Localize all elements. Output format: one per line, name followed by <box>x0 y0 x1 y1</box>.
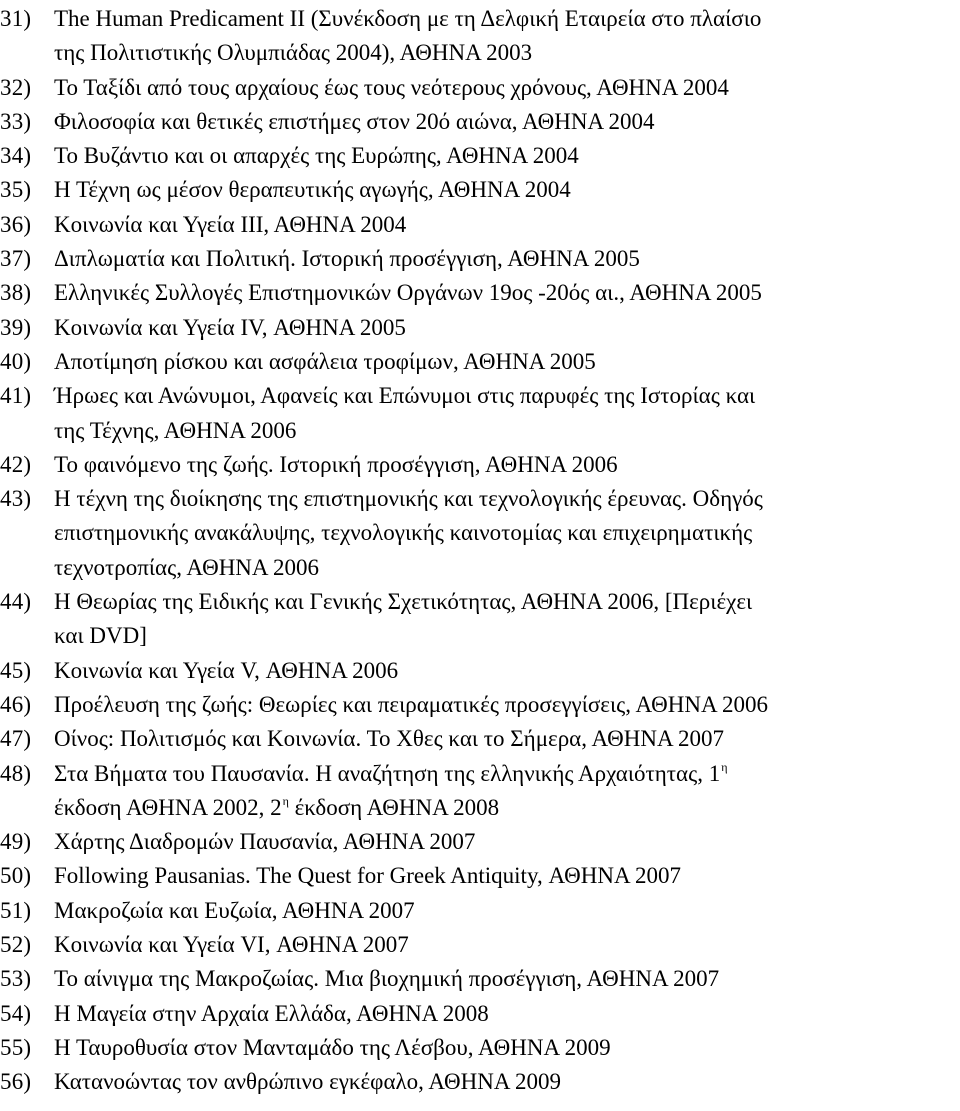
item-text: Αποτίμηση ρίσκου και ασφάλεια τροφίμων, ΑΘΗΝΑ 2005 <box>54 348 596 374</box>
list-item <box>0 585 958 654</box>
list-item <box>0 997 958 1031</box>
item-text: Διπλωματία και Πολιτική. Ιστορική προσέγγιση, ΑΘΗΝΑ 2005 <box>54 246 640 272</box>
list-item <box>0 928 958 962</box>
list-item <box>0 379 958 448</box>
item-number: 32) <box>0 74 32 100</box>
list-item <box>0 1031 958 1065</box>
item-text: Κοινωνία και Υγεία IV, ΑΘΗΝΑ 2005 <box>54 314 406 340</box>
item-text: Η Τέχνη ως μέσον θεραπευτικής αγωγής, ΑΘΗΝΑ 2004 <box>54 177 571 203</box>
item-text: Ήρωες και Ανώνυμοι, Αφανείς και Επώνυμοι στις παρυφές της Ιστορίας και της Τέχνης, ΑΘΗΝΑ 2006 <box>54 383 756 443</box>
list-item <box>0 654 958 688</box>
list-item <box>0 276 958 310</box>
item-text: Η Ταυροθυσία στον Μανταμάδο της Λέσβου, ΑΘΗΝΑ 2009 <box>54 1034 611 1060</box>
item-number: 45) <box>0 657 32 683</box>
item-number: 50) <box>0 863 32 889</box>
list-item <box>0 962 958 996</box>
list-item <box>0 139 958 173</box>
list-item <box>0 722 958 756</box>
item-text: Κατανοώντας τον ανθρώπινο εγκέφαλο, ΑΘΗΝΑ 2009 <box>54 1069 561 1095</box>
list-item <box>0 71 958 105</box>
item-text: Ελληνικές Συλλογές Επιστημονικών Οργάνων 19ος -20ός αι., ΑΘΗΝΑ 2005 <box>54 280 762 306</box>
item-text: Κοινωνία και Υγεία VI, ΑΘΗΝΑ 2007 <box>54 932 409 958</box>
list-item <box>0 1065 958 1099</box>
item-number: 36) <box>0 211 32 237</box>
item-text: Το Βυζάντιο και οι απαρχές της Ευρώπης, ΑΘΗΝΑ 2004 <box>54 143 579 169</box>
item-number: 33) <box>0 108 32 134</box>
item-text: Το φαινόμενο της ζωής. Ιστορική προσέγγιση, ΑΘΗΝΑ 2006 <box>54 451 618 477</box>
list-item <box>0 105 958 139</box>
item-text: Η τέχνη της διοίκησης της επιστημονικής και τεχνολογικής έρευνας. Οδηγός επιστημονικής ανακάλυψης, τεχνολογικής καινοτομίας και επιχειρηματικής τεχνοτροπίας, ΑΘΗΝΑ 2006 <box>54 486 763 580</box>
item-number: 54) <box>0 1000 32 1026</box>
item-text: Το αίνιγμα της Μακροζωίας. Μια βιοχημική προσέγγιση, ΑΘΗΝΑ 2007 <box>54 966 720 992</box>
item-text: Οίνος: Πολιτισμός και Κοινωνία. Το Χθες και το Σήμερα, ΑΘΗΝΑ 2007 <box>54 726 725 752</box>
item-text: Κοινωνία και Υγεία V, ΑΘΗΝΑ 2006 <box>54 657 399 683</box>
item-number: 34) <box>0 143 32 169</box>
item-text: Φιλοσοφία και θετικές επιστήμες στον 20ό αιώνα, ΑΘΗΝΑ 2004 <box>54 108 655 134</box>
item-text: Προέλευση της ζωής: Θεωρίες και πειραματικές προσεγγίσεις, ΑΘΗΝΑ 2006 <box>54 691 769 717</box>
item-number: 41) <box>0 383 32 409</box>
list-item <box>0 345 958 379</box>
item-number: 52) <box>0 932 32 958</box>
item-text: Στα Βήματα του Παυσανία. Η αναζήτηση της ελληνικής Αρχαιότητας, $1^\eta$ έκδοση ΑΘΗΝΑ 2002, $2^\eta$ έκδοση ΑΘΗΝΑ 2008 <box>54 759 728 820</box>
item-text: Following Pausanias. The Quest for Greek Antiquity, ΑΘΗΝΑ 2007 <box>54 863 682 889</box>
item-number: 38) <box>0 280 32 306</box>
list-item <box>0 894 958 928</box>
list-item <box>0 757 958 826</box>
list-item <box>0 2 958 71</box>
item-number: 42) <box>0 451 32 477</box>
item-number: 35) <box>0 177 32 203</box>
item-text: The Human Predicament II (Συνέκδοση με τη Δελφική Εταιρεία στο πλαίσιο της Πολιτιστικής Ολυμπιάδας 2004), ΑΘΗΝΑ 2003 <box>54 6 762 66</box>
list-item <box>0 311 958 345</box>
item-text: Η Μαγεία στην Αρχαία Ελλάδα, ΑΘΗΝΑ 2008 <box>54 1000 489 1026</box>
item-number: 37) <box>0 246 32 272</box>
list-item <box>0 482 958 585</box>
publication-list <box>0 2 958 1100</box>
item-number: 51) <box>0 897 32 923</box>
item-text: Μακροζωία και Ευζωία, ΑΘΗΝΑ 2007 <box>54 897 415 923</box>
list-item <box>0 448 958 482</box>
list-item <box>0 242 958 276</box>
list-item <box>0 173 958 207</box>
item-text: Κοινωνία και Υγεία ΙΙΙ, ΑΘΗΝΑ 2004 <box>54 211 407 237</box>
list-item <box>0 825 958 859</box>
item-text: Το Ταξίδι από τους αρχαίους έως τους νεότερους χρόνους, ΑΘΗΝΑ 2004 <box>54 74 729 100</box>
item-number: 53) <box>0 966 32 992</box>
item-number: 56) <box>0 1069 32 1095</box>
item-number: 44) <box>0 589 32 615</box>
item-number: 39) <box>0 314 32 340</box>
item-number: 47) <box>0 726 32 752</box>
list-item <box>0 688 958 722</box>
item-number: 40) <box>0 348 32 374</box>
item-number: 31) <box>0 6 32 31</box>
item-number: 46) <box>0 691 32 717</box>
item-text: Η Θεωρίας της Ειδικής και Γενικής Σχετικότητας, ΑΘΗΝΑ 2006, [Περιέχει και DVD] <box>54 589 753 649</box>
item-number: 49) <box>0 829 32 855</box>
list-item <box>0 208 958 242</box>
item-text: Χάρτης Διαδρομών Παυσανία, ΑΘΗΝΑ 2007 <box>54 829 476 855</box>
item-number: 48) <box>0 760 32 786</box>
item-number: 43) <box>0 486 32 512</box>
list-item <box>0 859 958 893</box>
item-number: 55) <box>0 1034 32 1060</box>
